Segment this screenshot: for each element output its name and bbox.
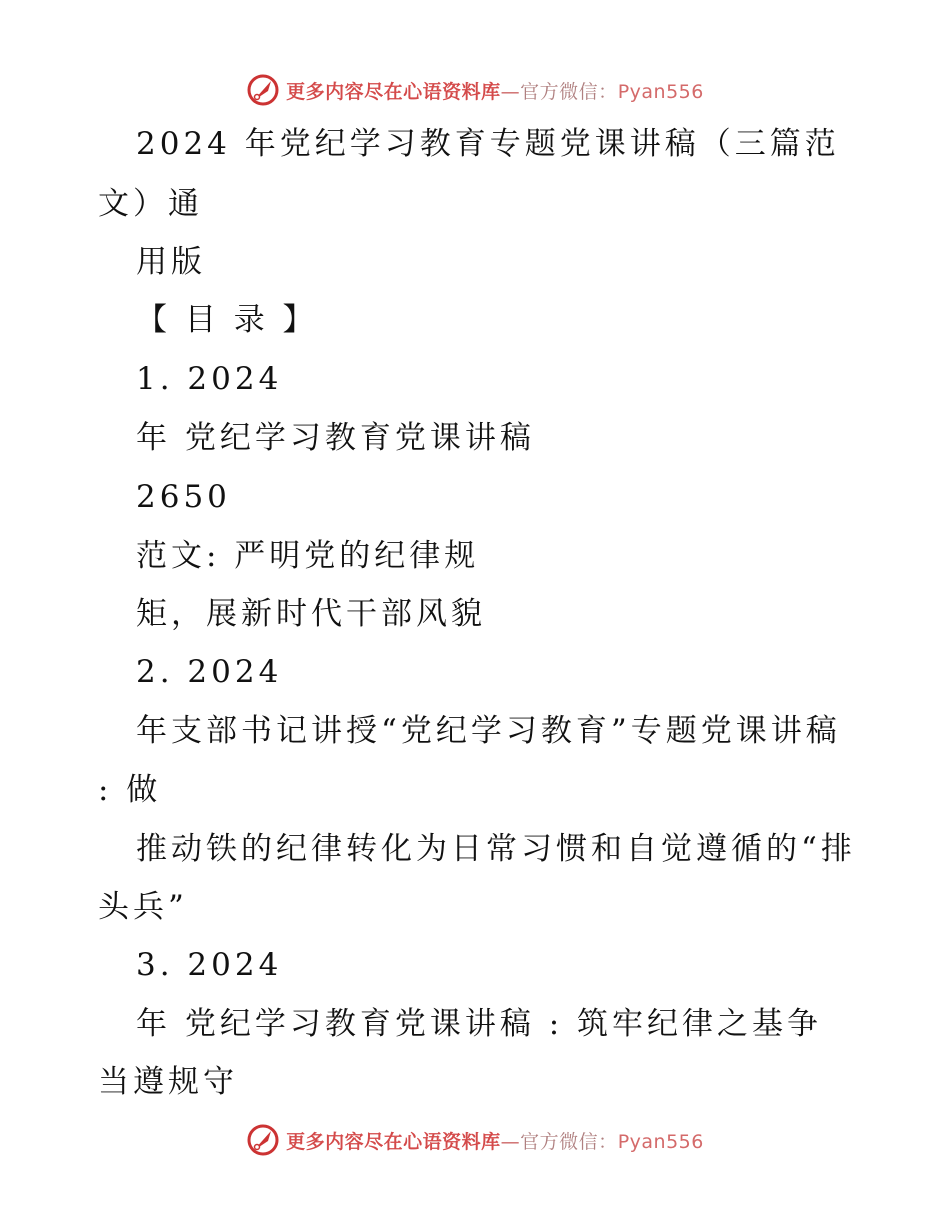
toc-item-1-line-2: 2650 bbox=[136, 479, 231, 515]
toc-item-1-line-3: 范文: 严明党的纪律规 bbox=[136, 538, 480, 574]
watermark-text bbox=[286, 1127, 704, 1154]
toc-item-2-line-1: 年支部书记讲授“党纪学习教育”专题党课讲稿 bbox=[136, 713, 841, 749]
watermark-dash: — bbox=[500, 1130, 521, 1153]
toc-item-1-line-1: 年 党纪学习教育党课讲稿 bbox=[136, 420, 535, 456]
doc-title-line-2: 文）通 bbox=[98, 186, 203, 222]
watermark-wechat-id: Pyan556 bbox=[617, 80, 704, 103]
toc-item-1-number: 1. 2024 bbox=[136, 361, 283, 397]
doc-title-line-1: 2024 年党纪学习教育专题党课讲稿（三篇范 bbox=[136, 126, 840, 162]
watermark-main: 更多内容尽在心语资料库 bbox=[286, 1130, 501, 1153]
watermark-text bbox=[286, 77, 704, 104]
watermark-official: 官方微信： bbox=[520, 1130, 618, 1153]
toc-item-2-line-4: 头兵” bbox=[98, 889, 188, 925]
watermark-dash: — bbox=[500, 80, 521, 103]
toc-item-2-number: 2. 2024 bbox=[136, 654, 283, 690]
watermark-wechat-id: Pyan556 bbox=[617, 1130, 704, 1153]
doc-title-line-3: 用版 bbox=[136, 244, 206, 280]
watermark-official: 官方微信： bbox=[520, 80, 618, 103]
toc-item-3-line-2: 当遵规守 bbox=[98, 1064, 238, 1100]
toc-item-2-line-3: 推动铁的纪律转化为日常习惯和自觉遵循的“排 bbox=[136, 831, 856, 867]
toc-heading: 【 目 录 】 bbox=[136, 302, 318, 338]
footer-watermark bbox=[0, 1120, 950, 1160]
watermark-main: 更多内容尽在心语资料库 bbox=[286, 80, 501, 103]
quill-circle-logo-icon bbox=[246, 1123, 280, 1157]
header-watermark bbox=[0, 70, 950, 110]
toc-item-2-line-2: : 做 bbox=[98, 772, 162, 808]
toc-item-3-number: 3. 2024 bbox=[136, 947, 283, 983]
quill-circle-logo-icon bbox=[246, 73, 280, 107]
toc-item-3-line-1: 年 党纪学习教育党课讲稿 : 筑牢纪律之基争 bbox=[136, 1006, 823, 1042]
toc-item-1-line-4: 矩，展新时代干部风貌 bbox=[136, 596, 486, 632]
